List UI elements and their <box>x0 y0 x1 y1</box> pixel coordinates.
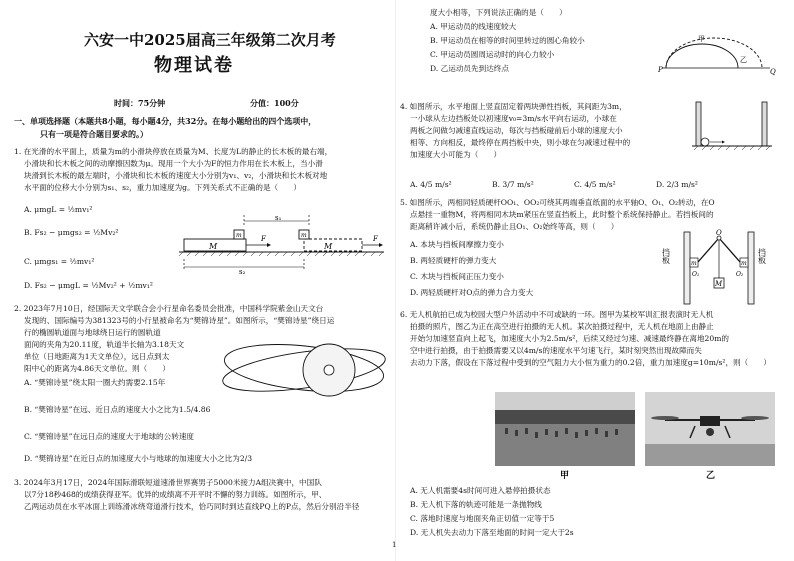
q1-stem-2: 小滑块和长木板之间的动摩擦因数为μ。现用一个大小为F的恒力作用在长木板上，当小滑 <box>24 159 323 168</box>
q3-option-c: C. 甲运动员圆周运动时的向心力较小 <box>430 50 555 59</box>
q6-caption-yi: 乙 <box>706 471 716 481</box>
q3-option-b: B. 甲运动员在相等的时间里转过的圆心角较小 <box>430 36 585 45</box>
ball-icon <box>701 138 709 146</box>
fig3-label-p: P <box>658 66 663 74</box>
q6-photo-yi <box>645 392 775 466</box>
fig5-label-M: M <box>715 280 723 288</box>
q3-stem-cont: 度大小相等，下列说法正确的是（ ） <box>430 8 567 17</box>
q5-stem-1: 5. 如图所示，两相同轻质硬杆OO₁、OO₂可绕其两端垂直纸面的水平轴O、O₁、O₂转动，在O <box>400 198 715 207</box>
q6-stem-4: 空中进行拍摄，由于拍摄需要又以4m/s的速度水平匀速飞行，某时刻突然出现故障而失 <box>410 346 702 355</box>
q2-stem-5: 单位（日地距离为1天文单位），远日点到太 <box>24 352 170 361</box>
q6-stem-1: 6. 无人机航拍已成为校园大型户外活动中不可或缺的一环。图甲为某校军训汇报表演时无人机 <box>400 310 714 319</box>
q2-stem-2: 发现的、国际编号为381323号的小行星被命名为“樊锦诗星”。如图所示，“樊锦诗星”绕日运 <box>24 316 335 325</box>
q4-stem-5: 加速度大小可能为（ ） <box>410 150 502 159</box>
fig5-m-left: m <box>691 260 697 267</box>
q6-caption-jia: 甲 <box>560 471 570 481</box>
q5-stem-2: 点悬挂一重物M，将两相同木块m紧压在竖直挡板上，此时整个系统保持静止。若挡板间的 <box>410 210 714 219</box>
q1-figure <box>179 213 389 275</box>
q1-option-a: A. μmgL = ½mv₁² <box>24 205 93 214</box>
fig1-m-left: m <box>236 232 242 239</box>
q3-stem-2: 以7分18秒468的成绩获得亚军。优异的成绩离不开平时不懈的努力训练。如图所示，甲、 <box>24 490 327 499</box>
q6-option-a: A. 无人机需要4s时间可进入悬停拍摄状态 <box>410 486 551 495</box>
q1-stem-1: 1. 在光滑的水平面上，质量为m的小滑块停放在质量为M、长度为L的静止的长木板的最右端， <box>14 147 333 156</box>
fig1-M-right: M <box>324 242 333 251</box>
q6-option-c: C. 落地时速度与地面夹角正切值一定等于5 <box>410 514 555 523</box>
q6-option-d: D. 无人机失去动力下落至地面的时间一定大于2s <box>410 528 574 537</box>
fig3-label-q: Q <box>770 68 776 76</box>
exam-time: 时间：75分钟 <box>114 98 166 108</box>
page-number: 1 <box>392 541 397 549</box>
fig5-board-left: 挡板 <box>662 248 671 264</box>
sun-icon <box>324 365 334 375</box>
fig1-s1-label: s₁ <box>275 214 282 222</box>
q6-photo-jia <box>495 392 635 466</box>
q4-option-c: C. 4/5 m/s² <box>574 180 616 189</box>
q6-option-b: B. 无人机下落的轨迹可能是一条抛物线 <box>410 500 542 509</box>
q1-option-b: B. Fs₂ − μmgs₂ = ½Mv₂² <box>24 228 119 237</box>
column-divider <box>395 0 396 561</box>
q6-stem-2: 拍摄的照片，图乙为正在高空进行拍摄的无人机。某次拍摄过程中，无人机在地面上由静止 <box>410 322 714 331</box>
q2-stem-3: 行的椭圆轨道面与地球绕日运行的圆轨道 <box>24 328 161 337</box>
fig5-label-o: O <box>716 229 722 237</box>
q1-option-d: D. Fs₂ − μmgL = ½Mv₂² + ½mv₁² <box>24 281 153 290</box>
fig1-s2-label: s₂ <box>239 268 246 275</box>
q4-option-b: B. 3/7 m/s² <box>492 180 534 189</box>
q1-stem-4: 水平面的位移大小分别为s₁、s₂，重力加速度为g。下列关系式不正确的是（ ） <box>24 183 301 192</box>
q2-option-c: C. “樊锦诗星”在远日点的速度大于地球的公转速度 <box>24 432 195 441</box>
q4-option-a: A. 4/5 m/s² <box>410 180 452 189</box>
q1-stem-3: 块滑到长木板的最左端时，小滑块和长木板的速度大小分别为v₁、v₂，小滑块和长木板对地 <box>24 171 328 180</box>
q2-option-d: D. “樊锦诗星”在近日点的加速度大小与地球的加速度大小之比为2/3 <box>24 454 253 463</box>
fig5-label-o1: O₁ <box>692 271 700 278</box>
exam-subject: 物理试卷 <box>154 55 234 76</box>
q5-option-c: C. 木块与挡板间正压力变小 <box>410 272 504 281</box>
q2-option-a: A. “樊锦诗星”绕太阳一圈大约需要2.15年 <box>24 378 166 387</box>
q5-option-d: D. 两轻质硬杆对O点的弹力合力变大 <box>410 288 534 297</box>
q5-stem-3: 距离稍许减小后，系统仍静止且O₁、O₂始终等高，则（ ） <box>410 222 619 231</box>
fig1-F-right: F <box>373 235 378 243</box>
fig1-F-left: F <box>261 235 266 243</box>
q3-track-figure <box>658 28 778 78</box>
fig1-M-left: M <box>209 242 218 251</box>
q5-option-b: B. 两轻质硬杆的弹力变大 <box>410 256 497 265</box>
fig3-label-jia: 甲 <box>698 35 705 43</box>
q4-stem-1: 4. 如图所示，水平地面上竖直固定着两块弹性挡板，其间距为3m， <box>400 102 627 111</box>
q3-option-d: D. 乙运动员先到达终点 <box>430 64 509 73</box>
q6-stem-5: 去动力下落，假设在下落过程中受到的空气阻力大小恒为重力的0.2倍，重力加速度g=10m/s²，则（ ） <box>410 358 772 367</box>
q4-plates-figure <box>690 98 775 154</box>
exam-score: 分值：100分 <box>250 98 299 108</box>
fig1-m-right: m <box>301 232 307 239</box>
q4-stem-4: 相等、方向相反，最终停在两挡板中央，则小球在匀减速过程中的 <box>410 138 631 147</box>
fig5-label-o2: O₂ <box>736 271 744 278</box>
q4-option-d: D. 2/3 m/s² <box>656 180 698 189</box>
q2-stem-6: 阳中心的距离为4.86天文单位。则（ ） <box>24 364 170 373</box>
q3-option-a: A. 甲运动员的线速度较大 <box>430 22 517 31</box>
section-heading: 一、单项选择题（本题共8小题，每小题4分，共32分。在每小题给出的四个选项中， <box>14 116 317 126</box>
q2-option-b: B. “樊锦诗星”在远、近日点的速度大小之比为1.5/4.86 <box>24 405 211 414</box>
q3-stem-1: 3. 2024年3月17日，2024年国际滑联短道速滑世界赛男子5000米接力A组决赛中，中国队 <box>14 478 322 487</box>
exam-title: 六安一中2025届高三年级第二次月考 <box>84 31 336 49</box>
q3-stem-3: 乙两运动员在水平冰面上训练滑冰绕弯道滑行技术，恰巧同时到达直线PQ上的P点，然后分别沿半径 <box>24 502 360 511</box>
section-heading-cont: 只有一项是符合题目要求的。） <box>40 129 148 139</box>
q5-rods-figure <box>662 228 776 308</box>
fig5-m-right: m <box>741 260 747 267</box>
q4-stem-2: 一小球从左边挡板处以初速度v₀=3m/s水平向右运动，小球在 <box>410 114 617 123</box>
q2-orbit-figure <box>219 330 389 410</box>
q2-stem-4: 面间的夹角为20.11度，轨道半长轴为3.18天文 <box>24 340 185 349</box>
fig5-board-right: 挡板 <box>757 248 767 264</box>
q1-option-c: C. μmgs₁ = ½mv₁² <box>24 257 95 266</box>
fig3-label-yi: 乙 <box>740 56 747 64</box>
q2-stem-1: 2. 2023年7月10日，经国际天文学联合会小行星命名委员会批准，中国科学院紫金山天文台 <box>14 304 324 313</box>
q4-stem-3: 两板之间做匀减速直线运动，每次与挡板碰前后小球的速度大小 <box>410 126 623 135</box>
q6-stem-3: 开始匀加速竖直向上起飞，加速度大小为2.5m/s²，后续又经过匀速、减速最终静在离地20m的 <box>410 334 730 343</box>
q5-option-a: A. 本块与挡板间摩擦力变小 <box>410 240 504 249</box>
